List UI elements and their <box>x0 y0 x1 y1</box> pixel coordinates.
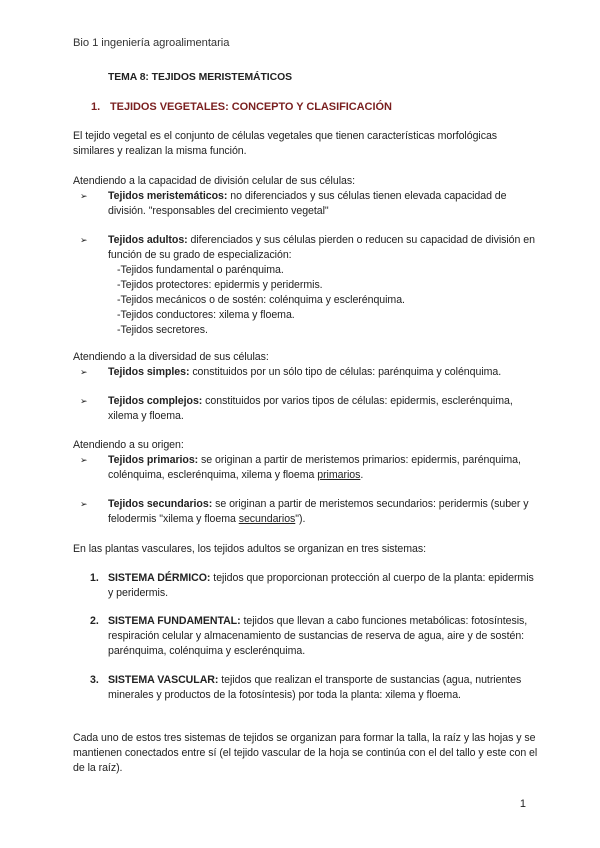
term-primarios: Tejidos primarios: <box>108 454 199 466</box>
page-header: Bio 1 ingeniería agroalimentaria <box>73 37 230 49</box>
section-number: 1. <box>91 101 101 113</box>
division-lead: Atendiendo a la capacidad de división celular de sus células: <box>73 175 355 187</box>
bullet-simples: ➢ Tejidos simples: constituidos por un sólo tipo de células: parénquima y colénquima. <box>80 365 540 381</box>
bullet-secundarios: ➢ Tejidos secundarios: se originan a partir de meristemos secundarios: peridermis (suber y felodermis "xilema y floema secundarios"). <box>80 498 529 526</box>
sistema-vascular: 3. SISTEMA VASCULAR: tejidos que realizan el transporte de sustancias (agua, nutrientes minerales y productos de la fotosíntesis) por toda la planta: xilema y floema. <box>90 674 522 702</box>
term-adultos: Tejidos adultos: <box>108 234 188 246</box>
intro-paragraph: El tejido vegetal es el conjunto de células vegetales que tienen características morfológicas similares y realizan la misma función. <box>73 130 498 158</box>
sistema-dermico: 1. SISTEMA DÉRMICO: tejidos que proporcionan protección al cuerpo de la planta: epidermis y peridermis. <box>90 572 534 600</box>
list-item: -Tejidos fundamental o parénquima. <box>117 264 284 276</box>
section-label: TEJIDOS VEGETALES: CONCEPTO Y CLASIFICACIÓN <box>110 101 392 113</box>
sistema-fundamental: 2. SISTEMA FUNDAMENTAL: tejidos que llevan a cabo funciones metabólicas: fotosíntesis, respiración celular y almacenamiento de sustancias de reserva de agua, aire y de sostén: parénquima, colénquima y esclerénquima. <box>90 615 528 658</box>
term-meristematicos: Tejidos meristemáticos: <box>108 190 228 202</box>
list-item: -Tejidos protectores: epidermis y peridermis. <box>117 279 323 291</box>
arrow-bullet-icon: ➢ <box>80 191 88 201</box>
bullet-meristematicos: ➢ Tejidos meristemáticos: no diferenciados y sus células tienen elevada capacidad de división. "responsables del crecimiento vegetal" <box>80 190 507 218</box>
arrow-bullet-icon: ➢ <box>80 367 88 377</box>
bullet-primarios: ➢ Tejidos primarios: se originan a partir de meristemos primarios: epidermis, parénquima, colénquima, esclerénquima, xilema y floema primarios. <box>80 454 521 482</box>
term-complejos: Tejidos complejos: <box>108 395 203 407</box>
bullet-complejos: ➢ Tejidos complejos: constituidos por varios tipos de células: epidermis, esclerénquima, xilema y floema. <box>80 395 513 423</box>
list-item: -Tejidos secretores. <box>117 324 208 336</box>
section-heading <box>91 101 392 113</box>
arrow-bullet-icon: ➢ <box>80 455 88 465</box>
arrow-bullet-icon: ➢ <box>80 235 88 245</box>
document-title: TEMA 8: TEJIDOS MERISTEMÁTICOS <box>108 72 293 83</box>
sistemas-lead: En las plantas vasculares, los tejidos adultos se organizan en tres sistemas: <box>73 543 426 555</box>
list-item: -Tejidos conductores: xilema y floema. <box>117 309 295 321</box>
bullet-adultos: ➢ Tejidos adultos: diferenciados y sus células pierden o reducen su capacidad de división en función de su grado de especialización: <box>80 234 535 262</box>
arrow-bullet-icon: ➢ <box>80 499 88 509</box>
term-secundarios: Tejidos secundarios: <box>108 498 213 510</box>
origen-lead: Atendiendo a su origen: <box>73 439 184 451</box>
closing-paragraph: Cada uno de estos tres sistemas de tejidos se organizan para formar la talla, la raíz y las hojas y se mantienen conectados entre sí (el tejido vascular de la hoja se continúa con el del tallo y este con el de la raíz). <box>73 732 538 775</box>
page-number: 1 <box>519 798 526 810</box>
list-item: -Tejidos mecánicos o de sostén: colénquima y esclerénquima. <box>117 294 405 306</box>
arrow-bullet-icon: ➢ <box>80 396 88 406</box>
diversidad-lead: Atendiendo a la diversidad de sus células: <box>73 351 269 363</box>
term-simples: Tejidos simples: <box>108 366 190 378</box>
